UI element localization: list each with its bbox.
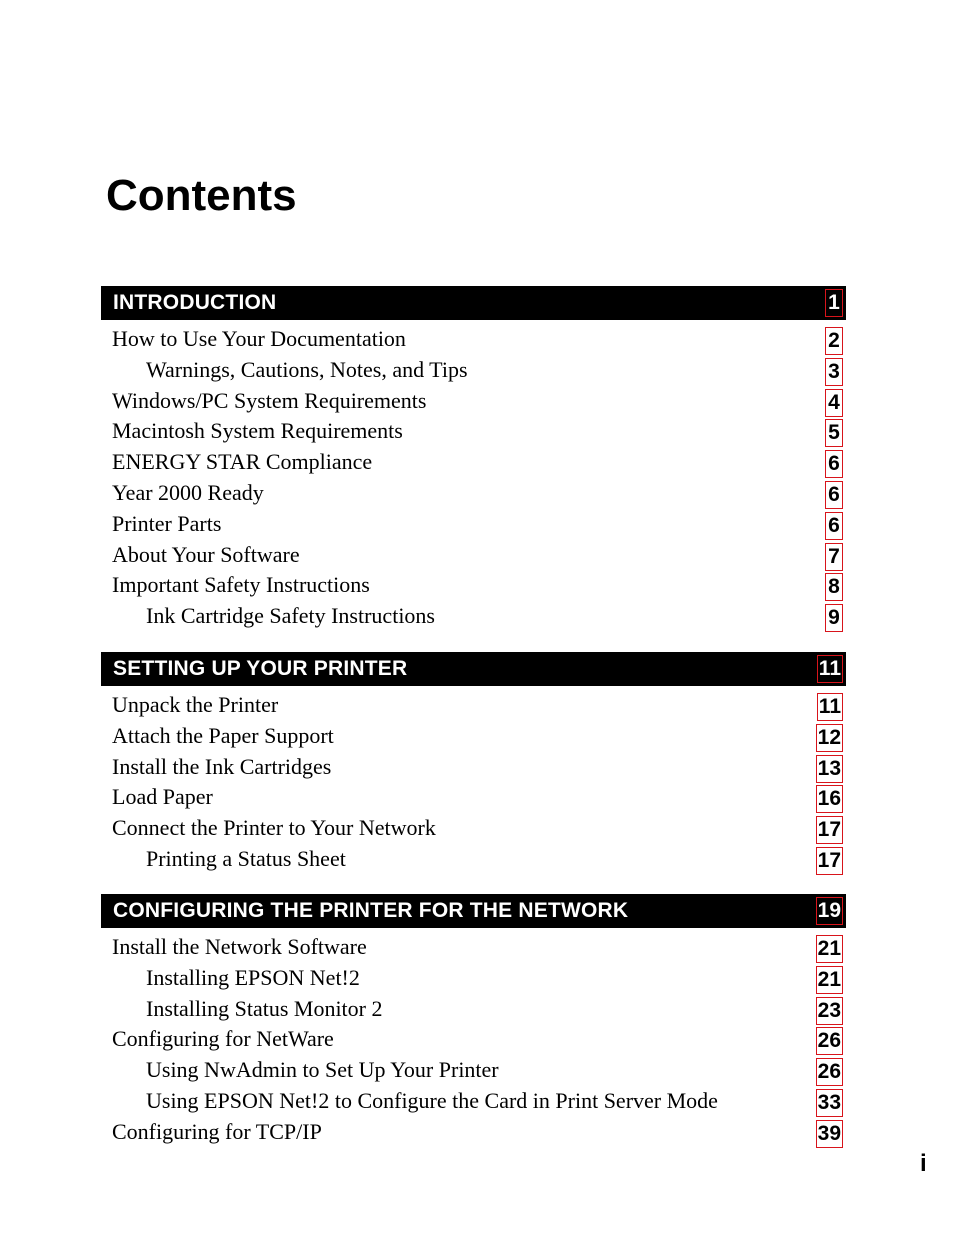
toc-page-link[interactable]: 23 — [816, 997, 843, 1025]
section-title: SETTING UP YOUR PRINTER — [113, 657, 408, 680]
toc-entry-label: Unpack the Printer — [112, 692, 279, 717]
section-page-link[interactable]: 11 — [817, 655, 843, 683]
toc-entry-label: Attach the Paper Support — [112, 722, 334, 748]
toc-entry-label: ENERGY STAR Compliance — [112, 449, 373, 475]
toc-page-link[interactable]: 33 — [816, 1089, 843, 1117]
toc-page-link[interactable]: 21 — [816, 966, 843, 994]
toc-entry-label: Install the Ink Cartridges — [112, 753, 332, 779]
toc-entry[interactable] — [101, 752, 846, 783]
toc-subentry[interactable] — [101, 1055, 846, 1086]
toc-entry[interactable] — [101, 721, 846, 752]
toc-subentry[interactable] — [101, 601, 846, 632]
toc-subentry[interactable] — [101, 994, 846, 1025]
toc-entry[interactable] — [101, 509, 846, 540]
toc-entry[interactable] — [101, 932, 846, 963]
toc-page-link[interactable]: 6 — [825, 450, 843, 478]
toc-page-link[interactable]: 4 — [825, 389, 843, 417]
toc-entry-label: Printer Parts — [112, 510, 222, 536]
toc-section-configuring-the-printer — [101, 894, 846, 1148]
toc-page-link[interactable]: 39 — [816, 1120, 843, 1148]
toc-page-link[interactable]: 9 — [825, 604, 843, 632]
section-page-link[interactable]: 19 — [816, 897, 843, 925]
toc-page-link[interactable]: 13 — [816, 755, 843, 783]
toc-entry-label: Configuring for NetWare — [112, 1026, 334, 1052]
toc-entry[interactable] — [101, 813, 846, 844]
toc-entry-label: Printing a Status Sheet — [146, 845, 346, 871]
toc-entry[interactable] — [101, 478, 846, 509]
toc-entry[interactable] — [101, 570, 846, 601]
toc-entry-label: About Your Software — [112, 541, 300, 567]
toc-entry[interactable] — [101, 324, 846, 355]
toc-section-introduction — [101, 286, 846, 632]
toc-entry-label: How to Use Your Documentation — [112, 326, 406, 351]
toc-entry[interactable] — [101, 1024, 846, 1055]
toc-entry-label: Important Safety Instructions — [112, 572, 370, 598]
section-header — [101, 894, 846, 928]
toc-page-link[interactable]: 3 — [825, 358, 843, 386]
section-page-link[interactable]: 1 — [825, 289, 843, 317]
toc-page-link[interactable]: 11 — [817, 693, 843, 721]
toc-entry-label: Macintosh System Requirements — [112, 418, 403, 444]
toc-page-link[interactable]: 17 — [816, 816, 843, 844]
toc-subentry[interactable] — [101, 355, 846, 386]
toc-page-link[interactable]: 26 — [816, 1027, 843, 1055]
toc-entry[interactable] — [101, 447, 846, 478]
page-number: i — [920, 1150, 927, 1177]
toc-entry[interactable] — [101, 782, 846, 813]
toc-entry-label: Load Paper — [112, 784, 213, 810]
toc-entry-label: Using EPSON Net!2 to Configure the Card in Print Server Mode — [146, 1087, 718, 1113]
toc-entry-label: Using NwAdmin to Set Up Your Printer — [146, 1057, 499, 1083]
toc-subentry[interactable] — [101, 963, 846, 994]
section-header — [101, 286, 846, 320]
toc-page-link[interactable]: 26 — [816, 1058, 843, 1086]
toc-entry[interactable] — [101, 690, 846, 721]
toc-entry-label: Year 2000 Ready — [112, 479, 264, 505]
section-title: INTRODUCTION — [113, 291, 277, 314]
page-title: Contents — [106, 171, 297, 220]
toc-entry-label: Windows/PC System Requirements — [112, 387, 427, 413]
toc-page-link[interactable]: 2 — [825, 327, 843, 355]
toc-entry[interactable] — [101, 540, 846, 571]
section-title: CONFIGURING THE PRINTER FOR THE NETWORK — [113, 899, 629, 922]
toc-section-setting-up-your-printer — [101, 652, 846, 875]
section-header — [101, 652, 846, 686]
toc-subentry[interactable] — [101, 844, 846, 875]
toc-page-link[interactable]: 17 — [816, 847, 843, 875]
toc-entry-label: Warnings, Cautions, Notes, and Tips — [146, 356, 468, 382]
toc-entry-label: Connect the Printer to Your Network — [112, 815, 436, 841]
toc-page-link[interactable]: 8 — [825, 573, 843, 601]
toc-subentry[interactable] — [101, 1086, 846, 1117]
toc-entry[interactable] — [101, 386, 846, 417]
toc-page-link[interactable]: 5 — [825, 419, 843, 447]
toc-page-link[interactable]: 6 — [825, 512, 843, 540]
toc-entry-label: Ink Cartridge Safety Instructions — [146, 603, 435, 629]
toc-entry-label: Installing Status Monitor 2 — [146, 995, 383, 1021]
toc-entry[interactable] — [101, 1117, 846, 1148]
toc-page-link[interactable]: 6 — [825, 481, 843, 509]
toc-entry-label: Configuring for TCP/IP — [112, 1118, 322, 1144]
toc-page-link[interactable]: 12 — [816, 724, 843, 752]
toc-entry-label: Install the Network Software — [112, 934, 367, 959]
toc-page-link[interactable]: 7 — [825, 543, 843, 571]
toc-page-link[interactable]: 16 — [816, 785, 843, 813]
toc-entry-label: Installing EPSON Net!2 — [146, 964, 360, 990]
toc-page-link[interactable]: 21 — [816, 935, 843, 963]
toc-entry[interactable] — [101, 416, 846, 447]
